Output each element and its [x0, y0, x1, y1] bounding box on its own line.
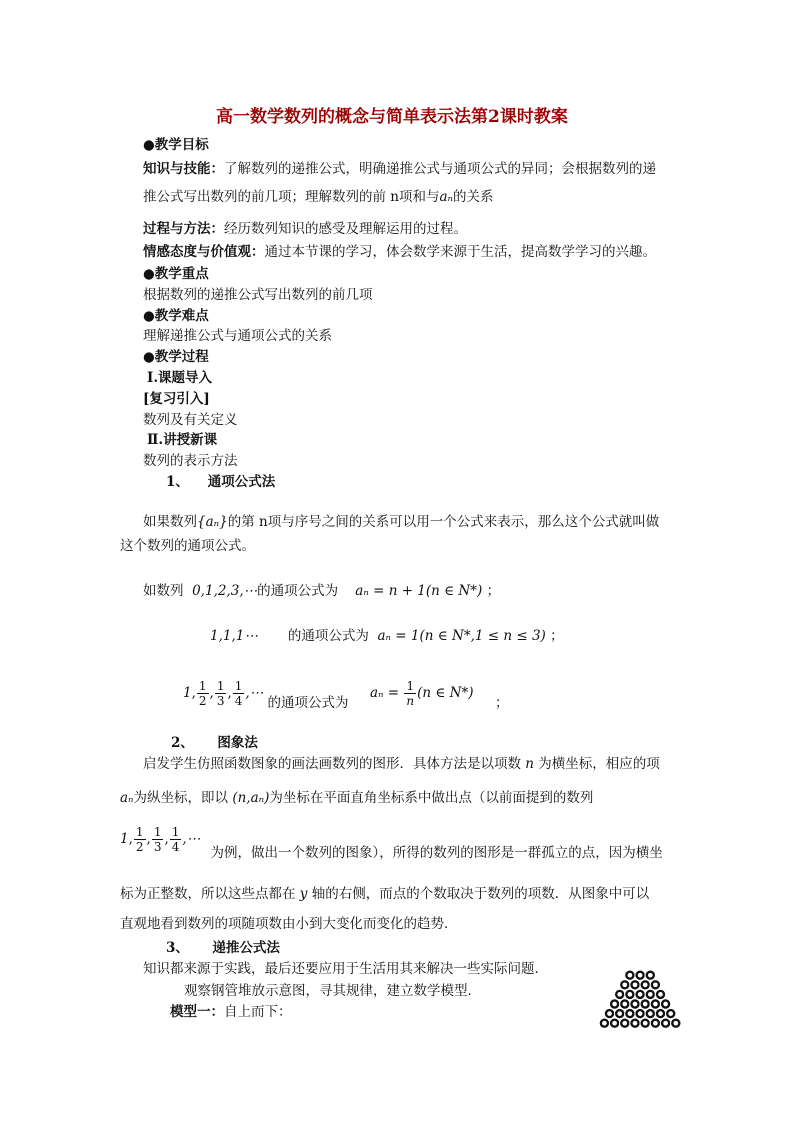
seq-dots: ,⋯ — [182, 831, 201, 847]
pipe-hole — [612, 1002, 617, 1007]
m2-l4a: 标为正整数，所以这些点都在 — [120, 886, 296, 902]
difficulties-heading: ●教学难点 — [143, 308, 209, 324]
pipe-hole — [653, 982, 658, 987]
fraction-1-n — [404, 679, 416, 708]
method-2-line-3: 1, $\frac{1}{2}$ , $\frac{1}{3}$ , $\frac{1}{4}$ ,⋯ 为例，做出一个数列的图象），所得的数列的图形是一群孤立的点，因为横坐 — [120, 825, 663, 861]
frac-den: 2 — [135, 840, 144, 854]
review-text: 数列及有关定义 — [143, 412, 238, 428]
frac-num: 1 — [404, 679, 416, 694]
y-symbol: y — [299, 886, 308, 902]
key-points-heading: ●教学重点 — [143, 266, 209, 282]
m2-l1: 启发学生仿照函数图象的画法画数列的图形．具体方法是以项数 — [143, 756, 521, 772]
knowledge-line-2 — [143, 187, 494, 207]
knowledge-text-1: 了解数列的递推公式，明确递推公式与通项公式的异同；会根据数列的递 — [224, 161, 656, 177]
process-line — [143, 219, 467, 239]
pipe-hole — [668, 1011, 673, 1016]
frac-num: 1 — [135, 825, 144, 839]
method-3-line-2: 观察钢管堆放示意图，寻其规律，建立数学模型． — [184, 983, 481, 999]
pipe-hole — [633, 1002, 638, 1007]
pipe-hole — [617, 992, 622, 997]
pipe-hole — [612, 1021, 617, 1026]
frac-num: 1 — [198, 679, 207, 693]
pipe-hole — [648, 992, 653, 997]
review-heading: [复习引入] — [143, 391, 210, 407]
seq-first-term: 1 — [120, 831, 129, 847]
seq-set-symbol: {aₙ} — [197, 514, 228, 530]
m1-p1a: 如果数列 — [143, 514, 197, 530]
pipe-hole — [638, 973, 643, 978]
pipe-hole — [663, 1002, 668, 1007]
point-symbol: (n,aₙ) — [232, 790, 270, 806]
frac-num: 1 — [234, 679, 243, 693]
method-2-heading — [171, 733, 258, 753]
pipe-hole — [622, 1021, 627, 1026]
frac-den: 2 — [198, 694, 207, 708]
fraction-1-2 — [134, 825, 146, 854]
pipe-hole — [648, 1011, 653, 1016]
method-3-number: 3、 — [166, 940, 189, 956]
pipe-hole — [638, 1011, 643, 1016]
method-2-number: 2、 — [171, 735, 194, 751]
m2-l2a: 为纵坐标，即以 — [133, 790, 229, 806]
pipe-hole — [643, 1002, 648, 1007]
ex2-end: ； — [550, 628, 564, 644]
pipe-hole — [648, 973, 653, 978]
m2-l2b: 为坐标在平面直角坐标系中做出点（以前面提到的数列 — [269, 790, 594, 806]
pipe-hole — [658, 1011, 663, 1016]
example-2 — [210, 626, 564, 646]
model-one-label: 模型一： — [170, 1004, 224, 1020]
frac-den: 3 — [153, 840, 162, 854]
frac-num: 1 — [153, 825, 162, 839]
ex3-end: ； — [494, 695, 509, 711]
pipe-hole — [643, 982, 648, 987]
pipe-hole — [622, 1002, 627, 1007]
frac-den: 4 — [171, 840, 180, 854]
example-3: 1, $\frac{1}{2}$ , $\frac{1}{3}$ , $\frac{1}{4}$ ,⋯ 的通项公式为 aₙ = $\frac{1}{n}$ (n ∈ N*) ； — [183, 679, 509, 711]
pipe-hole — [617, 1011, 622, 1016]
method-3-title: 递推公式法 — [212, 940, 280, 956]
pipe-hole — [673, 1021, 678, 1026]
pipe-hole — [658, 992, 663, 997]
knowledge-text-2b: 的关系 — [453, 189, 494, 205]
steel-pipe-pile-diagram — [590, 966, 690, 1030]
process-heading: ●教学过程 — [143, 349, 209, 365]
ex3-formula-tail: (n ∈ N*) — [417, 685, 474, 701]
method-2-title: 图象法 — [217, 735, 258, 751]
ex3-dots: ,⋯ — [245, 685, 264, 701]
method-3-line-1: 知识都来源于实践，最后还要应用于生活用其来解决一些实际问题． — [143, 961, 548, 977]
method-3-heading — [166, 938, 280, 958]
pipe-hole — [602, 1021, 607, 1026]
page-title: 高一数学数列的概念与简单表示法第2课时教案 — [216, 107, 568, 127]
ex1-end: ； — [486, 583, 501, 599]
frac-num: 1 — [216, 679, 225, 693]
ex3-first-term: 1 — [183, 685, 192, 701]
fraction-1-4 — [233, 679, 245, 708]
fraction-1-3 — [215, 679, 227, 708]
process-label: 过程与方法： — [143, 221, 224, 237]
fraction-1-3 — [152, 825, 164, 854]
ex2-formula: aₙ = 1(n ∈ N*,1 ≤ n ≤ 3) — [377, 628, 546, 644]
fraction-1-2 — [197, 679, 209, 708]
m2-l3: 为例，做出一个数列的图象），所得的数列的图形是一群孤立的点，因为横坐 — [210, 845, 663, 861]
objectives-heading: ●教学目标 — [143, 137, 209, 153]
method-1-heading — [166, 472, 275, 492]
knowledge-line-1 — [143, 159, 656, 179]
pipe-hole — [633, 982, 638, 987]
frac-den: 4 — [234, 694, 243, 708]
method-1-number: 1、 — [166, 474, 189, 490]
frac-den: n — [406, 694, 415, 708]
ex2-sequence: 1,1,1⋯ — [210, 628, 258, 644]
pipe-hole — [643, 1021, 648, 1026]
a-n-symbol: aₙ — [439, 189, 454, 205]
ex1-sequence: 0,1,2,3,⋯ — [192, 583, 258, 599]
pipe-hole — [663, 1021, 668, 1026]
m2-l1b: 为横坐标，相应的项 — [538, 756, 660, 772]
attitude-line — [143, 242, 656, 262]
a-n-symbol: aₙ — [120, 790, 134, 806]
pipe-hole — [622, 982, 627, 987]
attitude-label: 情感态度与价值观： — [143, 244, 265, 260]
attitude-text: 通过本节课的学习，体会数学来源于生活，提高数学学习的兴趣。 — [264, 244, 656, 260]
pipe-hole — [638, 992, 643, 997]
section-intro: Ⅰ.课题导入 — [147, 370, 213, 386]
n-symbol: n — [525, 756, 534, 772]
method-2-line-1 — [143, 754, 660, 774]
ex3-mid: 的通项公式为 — [267, 695, 349, 711]
method-1-paragraph-1 — [143, 512, 659, 532]
method-2-line-5: 直观地看到数列的项随项数由小到大变化而变化的趋势． — [120, 916, 458, 932]
pipe-hole — [653, 1002, 658, 1007]
methods-text: 数列的表示方法 — [143, 453, 238, 469]
ex2-mid: 的通项公式为 — [287, 628, 369, 644]
m2-l4b: 轴的右侧，而点的个数取决于数列的项数．从图象中可以 — [311, 886, 650, 902]
method-1-paragraph-2: 这个数列的通项公式。 — [120, 538, 255, 554]
method-2-line-2 — [120, 788, 593, 808]
ex1-prefix: 如数列 — [143, 583, 184, 599]
pipe-hole — [633, 1021, 638, 1026]
method-1-title: 通项公式法 — [207, 474, 276, 490]
example-1 — [143, 581, 500, 601]
knowledge-text-2a: 推公式写出数列的前几项；理解数列的前 n项和与 — [143, 189, 440, 205]
pipe-hole — [653, 1021, 658, 1026]
knowledge-label: 知识与技能： — [143, 161, 224, 177]
process-text: 经历数列知识的感受及理解运用的过程。 — [224, 221, 467, 237]
frac-num: 1 — [171, 825, 180, 839]
section-new: Ⅱ.讲授新课 — [147, 432, 218, 448]
pipe-hole — [628, 992, 633, 997]
ex1-mid: 的通项公式为 — [257, 583, 339, 599]
pipe-hole — [607, 1011, 612, 1016]
pipe-hole — [628, 973, 633, 978]
fraction-1-4 — [170, 825, 182, 854]
frac-den: 3 — [216, 694, 225, 708]
ex1-formula: aₙ = n + 1(n ∈ N*) — [355, 583, 483, 599]
pipe-hole — [628, 1011, 633, 1016]
model-one-line — [170, 1002, 292, 1022]
ex3-lhs: aₙ = — [369, 685, 400, 701]
difficulties-text: 理解递推公式与通项公式的关系 — [143, 328, 332, 344]
method-2-line-4 — [120, 884, 649, 904]
key-points-text: 根据数列的递推公式写出数列的前几项 — [143, 287, 373, 303]
model-one-text: 自上而下： — [224, 1004, 292, 1020]
m1-p1b: 的第 n项与序号之间的关系可以用一个公式来表示，那么这个公式就叫做 — [227, 514, 660, 530]
